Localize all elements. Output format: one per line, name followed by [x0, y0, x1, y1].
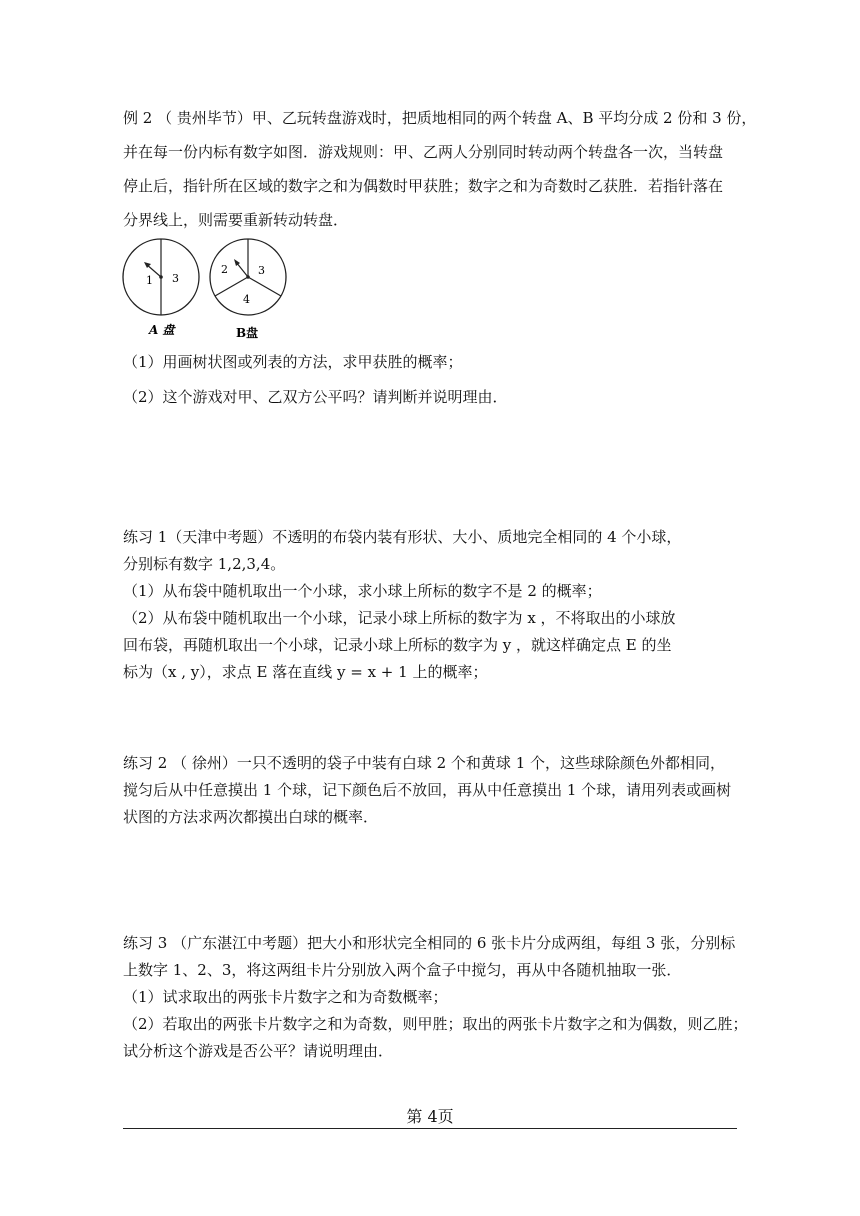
practice-3-line: （2）若取出的两张卡片数字之和为奇数，则甲胜；取出的两张卡片数字之和为偶数，则乙胜；: [123, 1015, 748, 1033]
practice-1: [123, 524, 739, 686]
practice-2-line: 状图的方法求两次都摸出白球的概率．: [123, 808, 379, 826]
example-question-1: （1）用画树状图或列表的方法，求甲获胜的概率；: [123, 353, 463, 371]
example-2-statement: [123, 101, 757, 237]
spinner-b-number: 3: [258, 264, 265, 277]
practice-1-line: 练习 1（天津中考题）不透明的布袋内装有形状、大小、质地完全相同的 4 个小球，: [123, 528, 682, 546]
spinner-figure: [118, 236, 298, 346]
example-question-2: （2）这个游戏对甲、乙双方公平吗？请判断并说明理由．: [123, 388, 508, 406]
spinner-a-number: 3: [172, 272, 179, 285]
spinner-b-number: 2: [221, 263, 228, 276]
practice-3-line: （1）试求取出的两张卡片数字之和为奇数概率；: [123, 988, 448, 1006]
practice-1-line: 回布袋，再随机取出一个小球，记录小球上所标的数字为 y ，就这样确定点 E 的坐: [123, 636, 672, 654]
example-line: 例 2 （ 贵州毕节）甲、乙玩转盘游戏时，把质地相同的两个转盘 A、B 平均分成 2 份和 3 份，: [123, 109, 757, 127]
example-line: 分界线上，则需要重新转动转盘．: [123, 211, 349, 229]
practice-1-line: （2）从布袋中随机取出一个小球，记录小球上所标的数字为 x ，不将取出的小球放: [123, 609, 676, 627]
practice-3-line: 练习 3 （广东湛江中考题）把大小和形状完全相同的 6 张卡片分成两组，每组 3 张，分别标: [123, 934, 736, 952]
practice-3-line: 试分析这个游戏是否公平？请说明理由．: [123, 1042, 394, 1060]
example-line: 并在每一份内标有数字如图．游戏规则：甲、乙两人分别同时转动两个转盘各一次，当转盘: [123, 143, 724, 161]
spinner-b-number: 4: [243, 293, 250, 306]
spinner-b-caption: B盘: [236, 326, 259, 340]
practice-2-line: 练习 2 （ 徐州）一只不透明的袋子中装有白球 2 个和黄球 1 个，这些球除颜色外都相同，: [123, 754, 726, 772]
practice-3: [123, 930, 748, 1065]
practice-1-line: 标为（x , y），求点 E 落在直线 y = x + 1 上的概率；: [123, 663, 488, 681]
footer-divider: [123, 1128, 737, 1129]
practice-1-line: （1）从布袋中随机取出一个小球，求小球上所标的数字不是 2 的概率；: [123, 582, 602, 600]
spinner-b: [210, 239, 286, 340]
practice-2-line: 搅匀后从中任意摸出 1 个球，记下颜色后不放回，再从中任意摸出 1 个球，请用列表或画树: [123, 781, 732, 799]
spinner-a: [123, 239, 199, 337]
practice-2: [123, 750, 739, 831]
page-number: 第 4页: [406, 1107, 454, 1126]
practice-1-line: 分别标有数字 1,2,3,4。: [123, 555, 286, 573]
practice-3-line: 上数字 1、2、3，将这两组卡片分别放入两个盒子中搅匀，再从中各随机抽取一张．: [123, 961, 682, 979]
spinner-a-number: 1: [146, 274, 153, 287]
example-line: 停止后，指针所在区域的数字之和为偶数时甲获胜；数字之和为奇数时乙获胜．若指针落在: [123, 177, 724, 195]
spinner-a-caption: A 盘: [149, 323, 175, 337]
